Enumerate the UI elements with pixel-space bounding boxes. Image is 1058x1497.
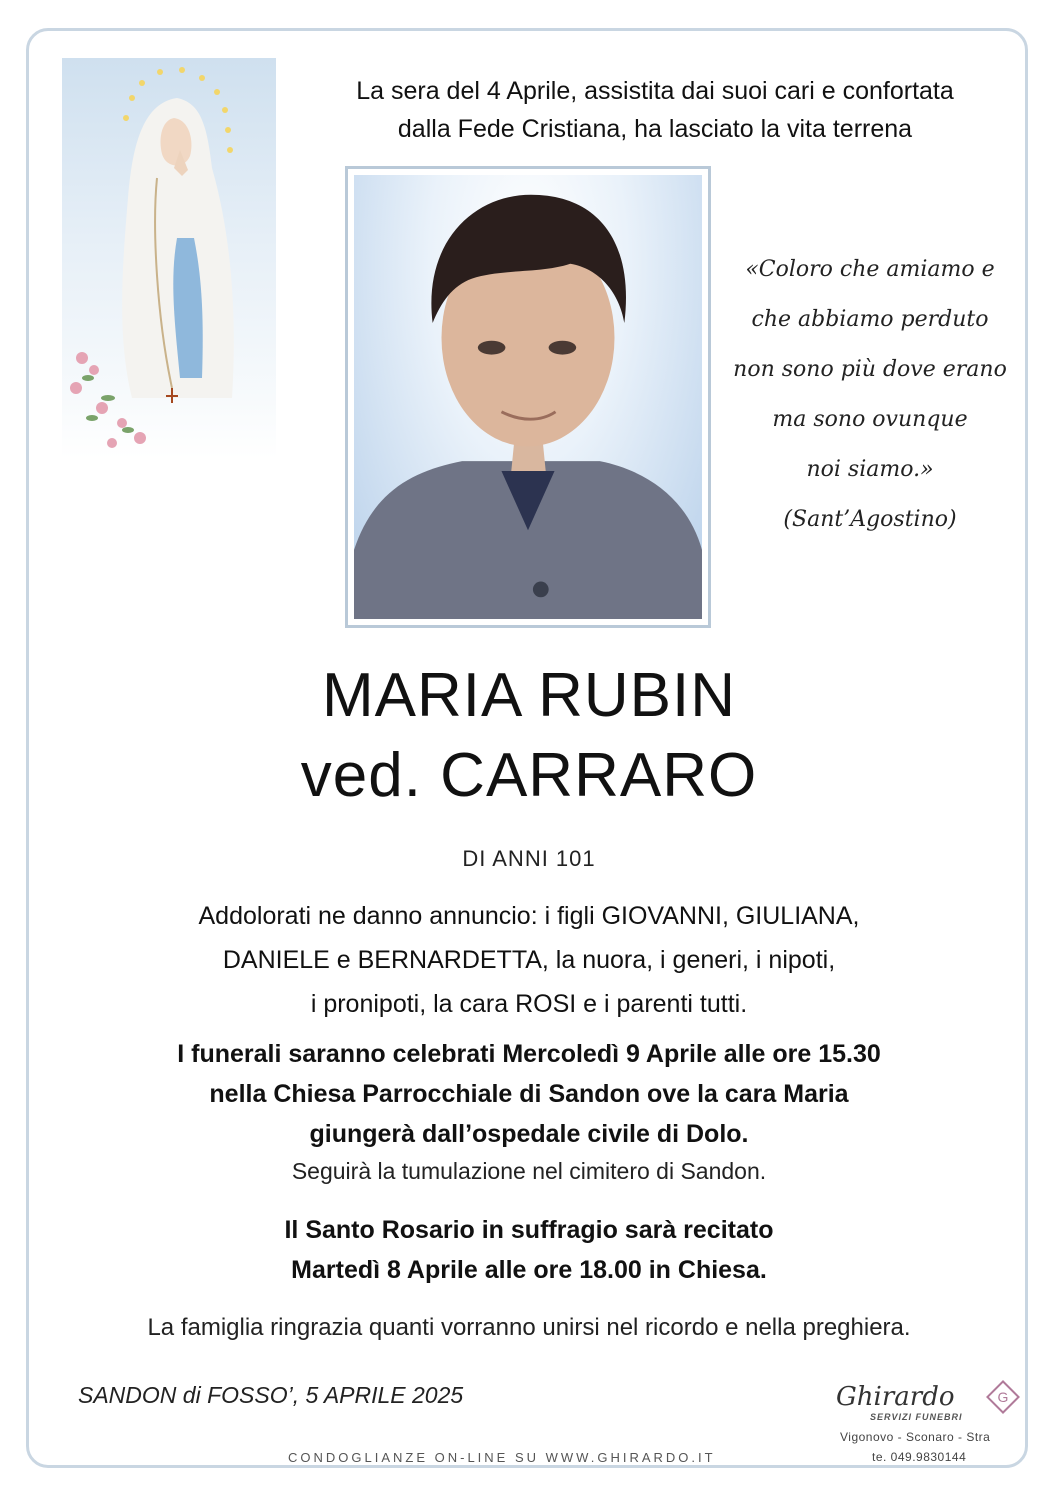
deceased-age: DI ANNI 101	[462, 846, 596, 871]
portrait-photo	[354, 175, 702, 619]
funeral-home-name: Ghirardo	[836, 1382, 955, 1412]
condolences-link[interactable]: CONDOGLIANZE ON-LINE SU WWW.GHIRARDO.IT	[288, 1450, 716, 1465]
quote-line-4: ma sono ovunque	[772, 407, 968, 432]
deceased-married-name: ved. CARRARO	[300, 741, 758, 810]
quote-line-2: che abbiamo perduto	[751, 307, 989, 332]
quote-line-5: noi siamo.»	[806, 457, 934, 482]
announcement-line-3: i pronipoti, la cara ROSI e i parenti tutti.	[310, 990, 748, 1018]
funeral-line-2: nella Chiesa Parrocchiale di Sandon ove la cara Maria	[209, 1080, 849, 1108]
funeral-line-3: giungerà dall’ospedale civile di Dolo.	[309, 1120, 749, 1148]
intro-line-2: dalla Fede Cristiana, ha lasciato la vita terrena	[397, 115, 913, 143]
portrait-frame	[345, 166, 711, 628]
announcement-line-2: DANIELE e BERNARDETTA, la nuora, i generi, i nipoti,	[222, 946, 836, 974]
announcement-line-1: Addolorati ne danno annuncio: i figli GIOVANNI, GIULIANA,	[198, 902, 860, 930]
rosary-block	[0, 1210, 1058, 1290]
place-date: SANDON di FOSSO’, 5 APRILE 2025	[78, 1382, 464, 1408]
funeral-block	[0, 1034, 1058, 1154]
funeral-line-1: I funerali saranno celebrati Mercoledì 9 Aprile alle ore 15.30	[177, 1040, 881, 1068]
burial-text: Seguirà la tumulazione nel cimitero di Sandon.	[291, 1158, 767, 1184]
quote-line-1: «Coloro che amiamo e	[745, 257, 995, 282]
quote-author: (Sant’Agostino)	[783, 507, 957, 532]
funeral-home-subtitle: SERVIZI FUNEBRI	[870, 1412, 963, 1422]
funeral-home-logo	[836, 1378, 1026, 1468]
deceased-name: MARIA RUBIN	[321, 661, 737, 730]
rosary-line-1: Il Santo Rosario in suffragio sarà recitato	[284, 1216, 774, 1244]
deceased-name-block	[0, 656, 1058, 816]
funeral-home-address: Vigonovo - Sconaro - Stra	[840, 1430, 991, 1444]
quote-block	[720, 245, 1020, 545]
rosary-line-2: Martedì 8 Aprile alle ore 18.00 in Chiesa.	[291, 1256, 767, 1284]
madonna-image	[62, 58, 276, 458]
intro-line-1: La sera del 4 Aprile, assistita dai suoi cari e confortata	[356, 77, 954, 105]
thanks-text: La famiglia ringrazia quanti vorranno unirsi nel ricordo e nella preghiera.	[147, 1314, 911, 1341]
funeral-home-badge-icon	[986, 1380, 1020, 1414]
announcement-block	[0, 894, 1058, 1026]
funeral-home-badge-letter: G	[997, 1389, 1009, 1405]
funeral-home-phone: te. 049.9830144	[872, 1450, 967, 1464]
intro-text	[290, 72, 1020, 148]
quote-line-3: non sono più dove erano	[733, 357, 1007, 382]
